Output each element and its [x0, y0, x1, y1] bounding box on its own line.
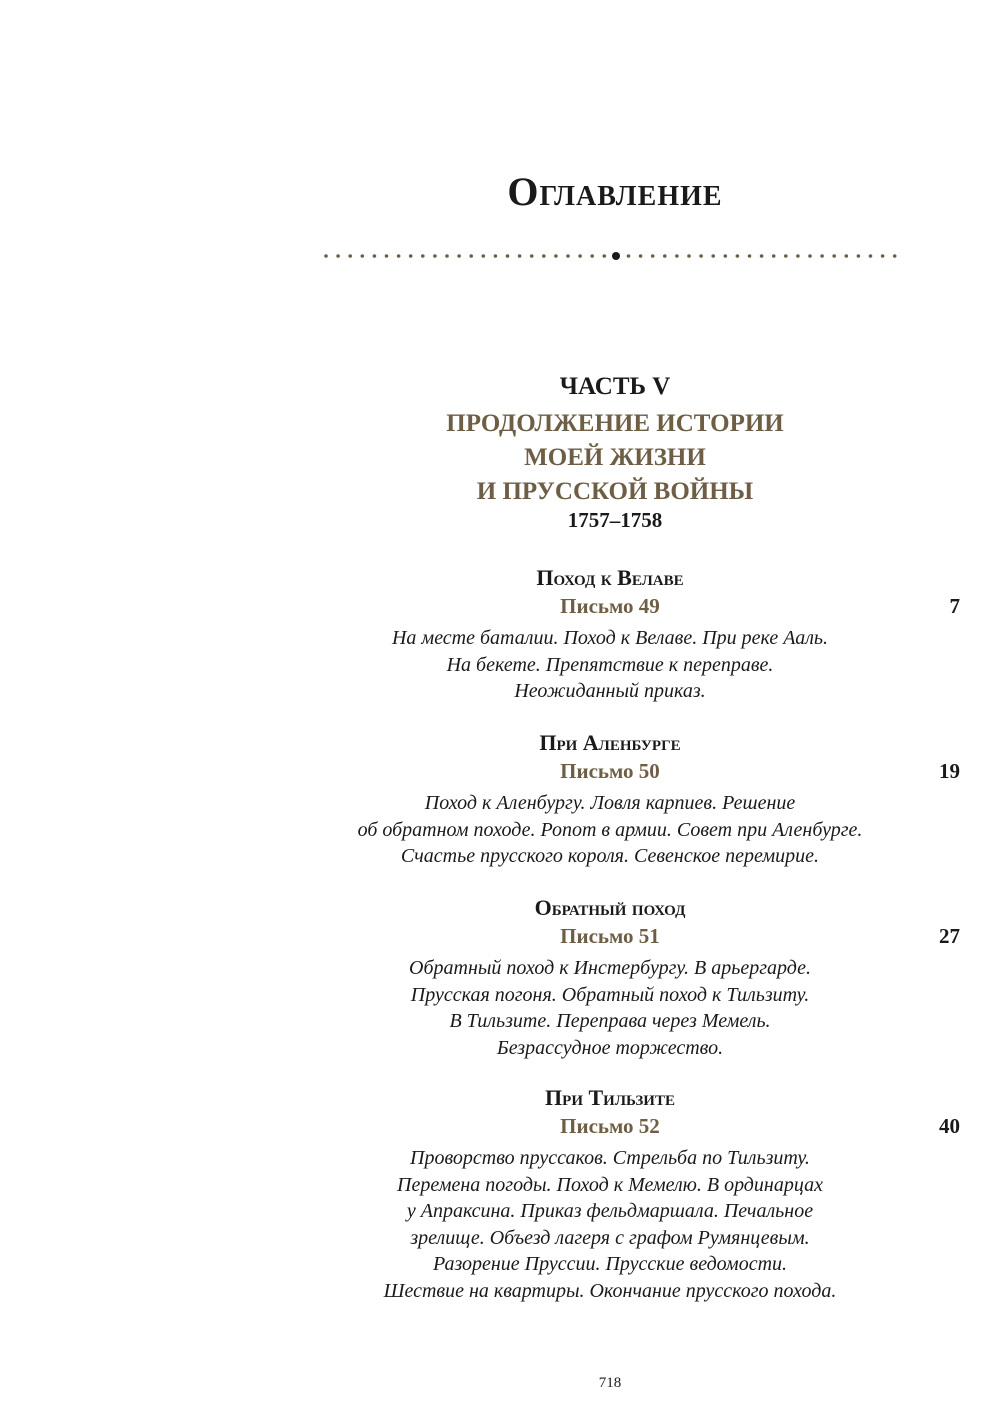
divider-dot [385, 254, 389, 258]
entry-page-number: 40 [939, 1114, 960, 1138]
description-line: На бекете. Препятствие к переправе. [446, 653, 774, 676]
entry-description [290, 625, 930, 705]
divider-dot [469, 254, 473, 258]
divider-dot [348, 254, 352, 258]
part-label: ЧАСТЬ V [559, 373, 671, 400]
part-years: 1757–1758 [567, 508, 663, 532]
entry-letter: Письмо 49 [560, 594, 660, 618]
divider-dot [324, 254, 328, 258]
divider-dot [893, 254, 897, 258]
divider-center-dot [612, 252, 620, 260]
entry-heading: Поход к Велаве [536, 565, 684, 590]
divider-dot [796, 254, 800, 258]
divider-dot [832, 254, 836, 258]
description-line: Обратный поход к Инстербургу. В арьергарде. [409, 957, 811, 979]
description-line: Перемена погоды. Поход к Мемелю. В ординарцах [397, 1173, 823, 1196]
divider-dot [881, 254, 885, 258]
divider-dot [578, 254, 582, 258]
page-number: 718 [598, 1375, 622, 1391]
part-title [320, 407, 910, 509]
description-line: Разорение Пруссии. Прусские ведомости. [432, 1253, 788, 1275]
description-line: Шествие на квартиры. Окончание прусского похода. [383, 1279, 837, 1302]
divider-dot [845, 254, 849, 258]
part-title-line: И ПРУССКОЙ ВОЙНЫ [476, 478, 754, 505]
divider-dot [663, 254, 667, 258]
divider-dot [421, 254, 425, 258]
description-line: зрелище. Объезд лагеря с графом Румянцевым. [410, 1226, 810, 1249]
divider-dot [784, 254, 788, 258]
divider-dot [736, 254, 740, 258]
divider-dot [590, 254, 594, 258]
divider-dot [724, 254, 728, 258]
description-line: Поход к Аленбургу. Ловля карпиев. Решение [424, 792, 796, 814]
entry-description [290, 790, 930, 870]
entry-page-number: 27 [939, 924, 960, 948]
divider-dot [772, 254, 776, 258]
description-line: Проворство пруссаков. Стрельба по Тильзиту. [410, 1147, 810, 1169]
divider-dot [409, 254, 413, 258]
entry-letter: Письмо 52 [560, 1114, 660, 1138]
divider-dot [542, 254, 546, 258]
divider-dot [518, 254, 522, 258]
entry-page-number: 19 [939, 759, 960, 783]
divider-dot [397, 254, 401, 258]
divider-dot [373, 254, 377, 258]
divider-dot [361, 254, 365, 258]
description-line: Счастье прусского короля. Севенское перемирие. [400, 845, 820, 867]
description-line: об обратном походе. Ропот в армии. Совет при Аленбурге. [357, 818, 863, 841]
entry-heading: При Аленбурге [539, 730, 681, 755]
divider-dot [482, 254, 486, 258]
entry-description [290, 955, 930, 1061]
entry-heading: Обратный поход [534, 895, 686, 920]
entry-letter: Письмо 50 [560, 759, 660, 783]
divider-dot [639, 254, 643, 258]
divider-dot [494, 254, 498, 258]
description-line: Безрассудное торжество. [496, 1036, 724, 1059]
divider-dot [857, 254, 861, 258]
divider-dot [687, 254, 691, 258]
divider-dot [506, 254, 510, 258]
divider-dot [808, 254, 812, 258]
description-line: у Апраксина. Приказ фельдмаршала. Печальное [406, 1200, 814, 1222]
description-line: Неожиданный приказ. [514, 680, 706, 702]
divider-dot [603, 254, 607, 258]
description-line: Прусская погоня. Обратный поход к Тильзиту. [410, 983, 810, 1006]
divider-dot [748, 254, 752, 258]
description-line: В Тильзите. Переправа через Мемель. [449, 1010, 771, 1032]
part-title-line: МОЕЙ ЖИЗНИ [524, 444, 706, 471]
description-line: На месте баталии. Поход к Велаве. При реке Ааль. [391, 627, 829, 649]
divider-dot [651, 254, 655, 258]
divider-dot [457, 254, 461, 258]
divider-dot [699, 254, 703, 258]
divider-dot [566, 254, 570, 258]
divider-dot [627, 254, 631, 258]
divider-dot [445, 254, 449, 258]
part-title-line: ПРОДОЛЖЕНИЕ ИСТОРИИ [446, 410, 784, 437]
entry-heading: При Тильзите [545, 1085, 675, 1110]
divider-dot [760, 254, 764, 258]
dotted-divider [322, 251, 910, 261]
page-title: Оглавление [507, 169, 723, 214]
divider-dot [869, 254, 873, 258]
entry-letter: Письмо 51 [560, 924, 660, 948]
divider-dot [554, 254, 558, 258]
divider-dot [675, 254, 679, 258]
divider-dot [711, 254, 715, 258]
divider-dot [530, 254, 534, 258]
divider-dot [433, 254, 437, 258]
entry-description [290, 1145, 930, 1304]
divider-dot [336, 254, 340, 258]
entry-page-number: 7 [949, 594, 960, 618]
divider-dot [820, 254, 824, 258]
